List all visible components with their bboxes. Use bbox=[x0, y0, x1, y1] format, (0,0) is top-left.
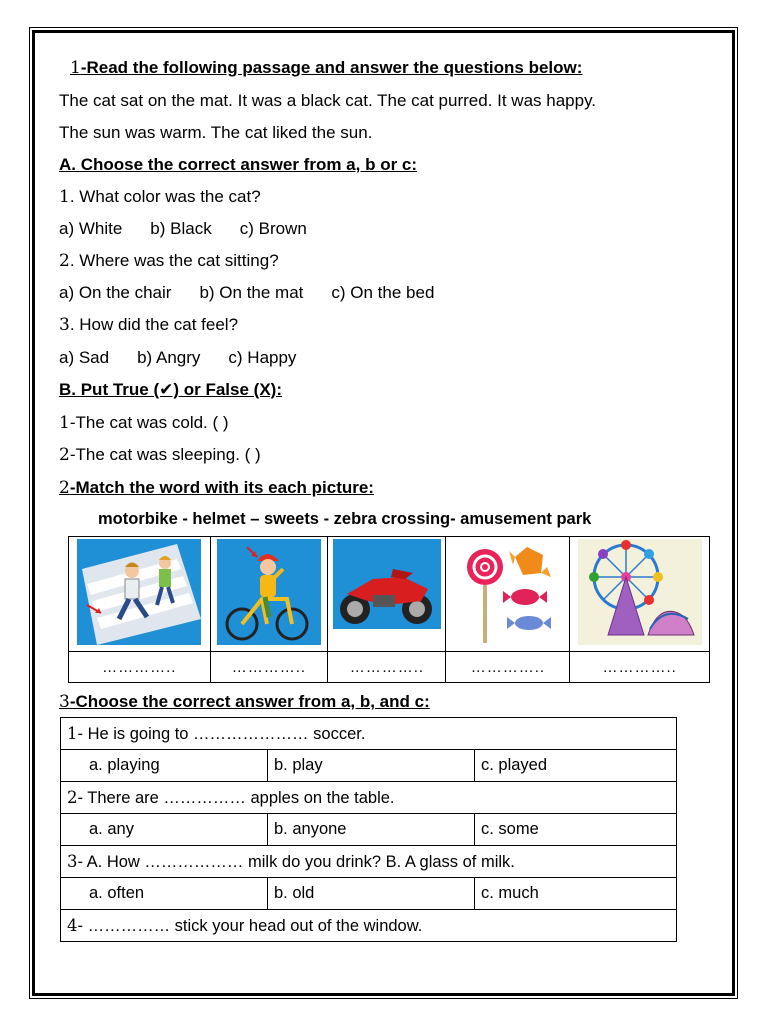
blank-answer[interactable]: ………….. bbox=[210, 652, 328, 683]
question-3-options: a) Sad b) Angry c) Happy bbox=[59, 348, 297, 367]
option-cell[interactable]: c. much bbox=[475, 878, 677, 910]
match-word-bank: motorbike - helmet – sweets - zebra crossing- amusement park bbox=[98, 510, 592, 528]
motorbike-picture bbox=[333, 539, 441, 645]
option-cell[interactable]: c. played bbox=[475, 750, 677, 782]
option-cell[interactable]: a. any bbox=[61, 814, 268, 846]
helmet-picture bbox=[217, 539, 321, 645]
section3-question-4: 4- …………… stick your head out of the window. bbox=[61, 910, 677, 942]
partA-heading: A. Choose the correct answer from a, b or c: bbox=[59, 155, 418, 174]
picture-cell bbox=[69, 537, 211, 652]
section3-question-2: 2- There are …………… apples on the table. bbox=[61, 782, 677, 814]
question-1-options: a) White b) Black c) Brown bbox=[59, 219, 307, 238]
table-row bbox=[61, 814, 677, 846]
section3-heading: 3-Choose the correct answer from a, b, and c: bbox=[59, 692, 430, 712]
blank-answer[interactable]: ………….. bbox=[570, 652, 710, 683]
match-picture-table bbox=[68, 536, 710, 683]
blank-answer[interactable]: ………….. bbox=[446, 652, 570, 683]
option-cell[interactable]: b. play bbox=[268, 750, 475, 782]
zebra-crossing-picture bbox=[77, 539, 201, 645]
section3-question-1: 1- He is going to ………………… soccer. bbox=[61, 718, 677, 750]
option-cell[interactable]: a. playing bbox=[61, 750, 268, 782]
picture-cell bbox=[446, 537, 570, 652]
passage-line-2: The sun was warm. The cat liked the sun. bbox=[59, 123, 373, 142]
section3-question-table bbox=[60, 717, 677, 942]
table-row bbox=[61, 878, 677, 910]
section2-heading: 2-Match the word with its each picture: bbox=[59, 478, 374, 498]
amusement-park-picture bbox=[578, 539, 702, 645]
section1-heading: 1-Read the following passage and answer the questions below: bbox=[70, 58, 583, 78]
question-2: 2. Where was the cat sitting? bbox=[59, 251, 279, 271]
picture-cell bbox=[328, 537, 446, 652]
partB-heading: B. Put True (✔) or False (X): bbox=[59, 380, 282, 399]
table-row bbox=[61, 750, 677, 782]
question-1: 1. What color was the cat? bbox=[59, 187, 261, 207]
picture-cell bbox=[210, 537, 328, 652]
option-cell[interactable]: b. old bbox=[268, 878, 475, 910]
option-cell[interactable]: c. some bbox=[475, 814, 677, 846]
table-row bbox=[61, 846, 677, 878]
table-row bbox=[61, 782, 677, 814]
option-cell[interactable]: b. anyone bbox=[268, 814, 475, 846]
true-false-1: 1-The cat was cold. ( ) bbox=[59, 413, 229, 433]
table-row bbox=[61, 910, 677, 942]
blank-answer[interactable]: ………….. bbox=[69, 652, 211, 683]
sweets-picture bbox=[453, 539, 563, 645]
section3-question-3: 3- A. How ……………… milk do you drink? B. A glass of milk. bbox=[61, 846, 677, 878]
table-row bbox=[61, 718, 677, 750]
passage-line-1: The cat sat on the mat. It was a black cat. The cat purred. It was happy. bbox=[59, 91, 597, 110]
question-3: 3. How did the cat feel? bbox=[59, 315, 239, 335]
option-cell[interactable]: a. often bbox=[61, 878, 268, 910]
blank-answer[interactable]: ………….. bbox=[328, 652, 446, 683]
question-2-options: a) On the chair b) On the mat c) On the bed bbox=[59, 283, 435, 302]
true-false-2: 2-The cat was sleeping. ( ) bbox=[59, 445, 261, 465]
picture-cell bbox=[570, 537, 710, 652]
